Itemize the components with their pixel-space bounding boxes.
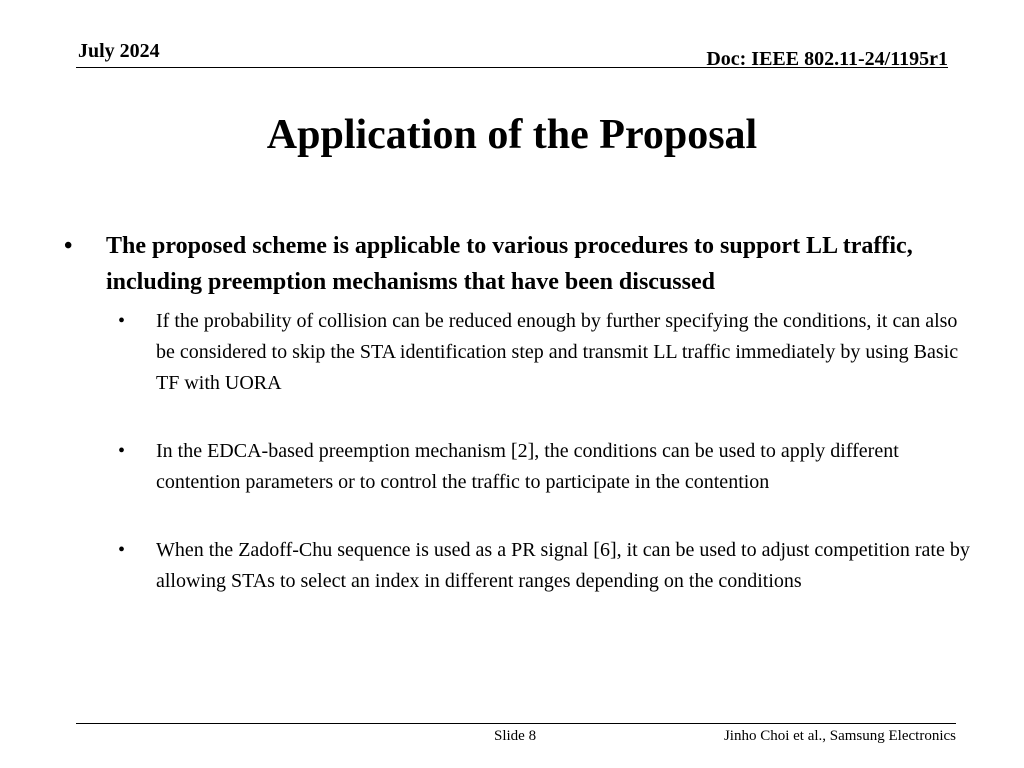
slide-title: Application of the Proposal: [266, 112, 758, 158]
sub-bullet-text: When the Zadoff-Chu sequence is used as a PR signal [6], it can be used to adjust competition rate by allowing STAs to select an index in different ranges depending on the conditions: [156, 539, 970, 592]
slide-number: Slide 8: [494, 728, 537, 744]
sub-bullet-3: [118, 535, 980, 597]
sub-bullet-text: In the EDCA-based preemption mechanism [2], the conditions can be used to apply different contention parameters or to control the traffic to participate in the contention: [156, 440, 899, 493]
header-date: July 2024: [78, 40, 160, 62]
bullet-marker: •: [64, 233, 73, 259]
main-bullet: [60, 228, 980, 300]
bullet-marker: •: [118, 539, 126, 561]
sub-bullet-text: If the probability of collision can be reduced enough by further specifying the conditions, it can also be considered to skip the STA identification step and transmit LL traffic immediately by using Basic TF with UORA: [156, 310, 959, 394]
slide-body: [60, 228, 980, 597]
sub-bullet-2: [118, 436, 980, 498]
header-doc-id: Doc: IEEE 802.11-24/1195r1: [706, 48, 948, 70]
header-divider: [76, 67, 948, 68]
sub-bullet-1: [118, 306, 980, 399]
footer-divider: [76, 723, 956, 724]
main-bullet-text: The proposed scheme is applicable to various procedures to support LL traffic, including preemption mechanisms that have been discussed: [106, 233, 913, 295]
bullet-marker: •: [118, 440, 126, 462]
footer-author: Jinho Choi et al., Samsung Electronics: [723, 728, 956, 744]
bullet-marker: •: [118, 310, 126, 332]
